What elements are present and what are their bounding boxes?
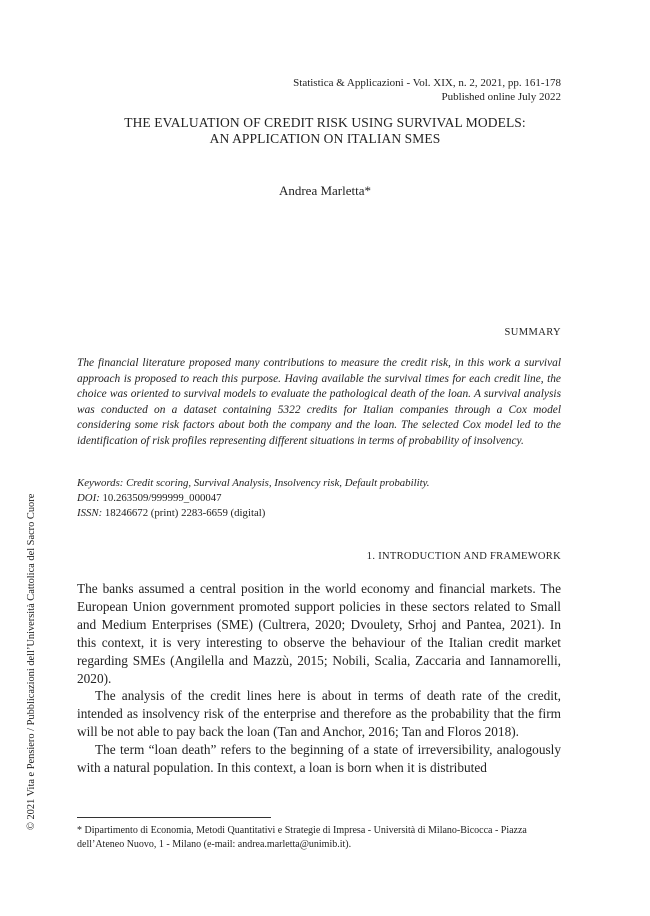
issn-line: [77, 506, 265, 521]
keywords-label: Keywords:: [77, 477, 124, 489]
abstract-text: The financial literature proposed many contributions to measure the credit risk, in this work a survival approach is proposed to reach this purpose. Having available the survival times for each credit line, the choice was oriented to survival models to evaluate the pathological death of the loan. A survival analysis was conducted on a dataset containing 5322 credits for Italian companies through a Cox model considering some risk factors about both the company and the loan. The selected Cox model led to the identification of risk profiles representing different situations in terms of probability of insolvency.: [77, 357, 561, 447]
paper-title-line-1: THE EVALUATION OF CREDIT RISK USING SURVIVAL MODELS:: [124, 115, 526, 130]
doi-label: DOI:: [77, 492, 100, 504]
paragraph: The term “loan death” refers to the beginning of a state of irreversibility, analogously with a natural population. In this context, a loan is born when it is distributed: [77, 742, 561, 776]
doi-value: 10.263509/999999_000047: [99, 492, 222, 504]
author-name: Andrea Marletta*: [278, 183, 372, 198]
publication-date: Published online July 2022: [441, 91, 561, 103]
paper-title-line-2: AN APPLICATION ON ITALIAN SMES: [209, 131, 441, 146]
copyright-side-note: © 2021 Vita e Pensiero / Pubblicazioni dell’Università Cattolica del Sacro Cuore: [26, 493, 37, 830]
doi-line: [77, 491, 222, 506]
summary-heading: SUMMARY: [504, 327, 561, 338]
keywords-line: [77, 476, 429, 491]
section-heading: 1. INTRODUCTION AND FRAMEWORK: [366, 551, 561, 562]
body-text: [77, 580, 561, 777]
footnote: * Dipartimento di Economia, Metodi Quantitativi e Strategie di Impresa - Università di Milano-Bicocca - Piazza dell’Ateneo Nuovo, 1 - Milano (e-mail: andrea.marletta@unimib.it).: [77, 825, 527, 850]
paragraph: The analysis of the credit lines here is about in terms of death rate of the credit, intended as insolvency risk of the enterprise and therefore as the probability that the firm will be not able to pay back the loan (Tan and Anchor, 2016; Tan and Floros 2018).: [77, 688, 561, 740]
keywords-value: Credit scoring, Survival Analysis, Insolvency risk, Default probability.: [123, 477, 430, 489]
journal-citation: Statistica & Applicazioni - Vol. XIX, n. 2, 2021, pp. 161-178: [293, 77, 561, 89]
issn-label: ISSN:: [77, 507, 103, 519]
paragraph: The banks assumed a central position in the world economy and financial markets. The European Union government promoted support policies in these sectors related to Small and Medium Enterprises (SME) (Cultrera, 2020; Dvoulety, Srhoj and Pantea, 2021). In this context, it is very interesting to observe the behaviour of the Italian credit market regarding SMEs (Angilella and Mazzù, 2015; Nobili, Scalia, Zaccaria and Iannamorelli, 2020).: [77, 581, 561, 686]
footnote-divider: [77, 817, 271, 818]
issn-value: 18246672 (print) 2283-6659 (digital): [102, 507, 266, 519]
